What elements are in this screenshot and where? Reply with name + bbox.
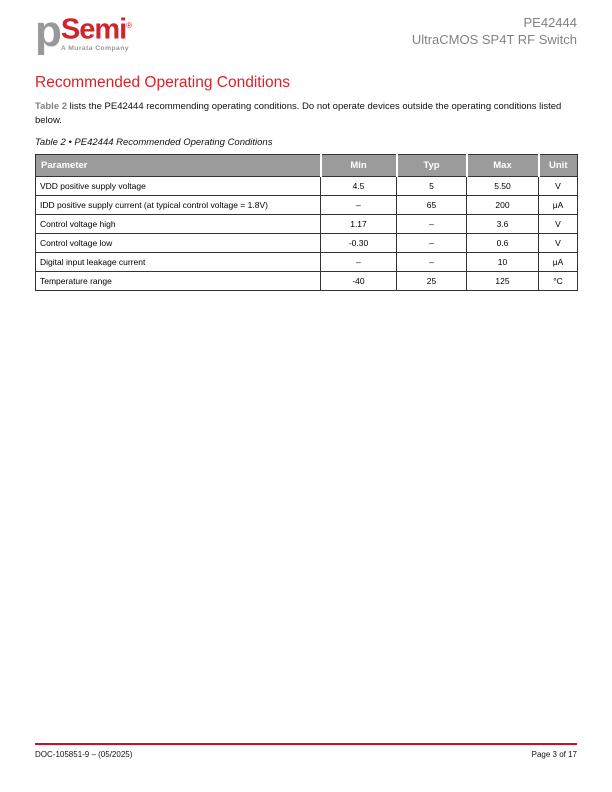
column-header-typ: Typ: [397, 155, 467, 177]
section-heading: Recommended Operating Conditions: [35, 74, 291, 91]
value-cell: V: [539, 234, 578, 253]
parameter-cell: Control voltage high: [36, 215, 321, 234]
psemi-logo-p-icon: p: [35, 7, 60, 56]
table-row: [36, 234, 578, 253]
value-cell: V: [539, 177, 578, 196]
product-subtitle: UltraCMOS SP4T RF Switch: [411, 32, 577, 47]
table-header-row: [36, 155, 578, 177]
value-cell: 125: [467, 272, 539, 291]
value-cell: V: [539, 215, 578, 234]
value-cell: 3.6: [467, 215, 539, 234]
table-body: [36, 177, 578, 291]
table-2-cross-reference-link[interactable]: Table 2: [35, 101, 68, 112]
value-cell: –: [321, 196, 397, 215]
psemi-logo-wordmark: [61, 12, 131, 44]
psemi-logo: [35, 7, 132, 56]
parameter-cell: Digital input leakage current: [36, 253, 321, 272]
value-cell: -40: [321, 272, 397, 291]
column-header-min: Min: [321, 155, 397, 177]
parameter-cell: Control voltage low: [36, 234, 321, 253]
intro-paragraph-text: lists the PE42444 recommending operating conditions. Do not operate devices outside the operating conditions listed below.: [35, 101, 562, 126]
value-cell: 10: [467, 253, 539, 272]
table-row: [36, 177, 578, 196]
parameter-cell: VDD positive supply voltage: [36, 177, 321, 196]
value-cell: 25: [397, 272, 467, 291]
table-row: [36, 215, 578, 234]
page-number: Page 3 of 17: [531, 750, 577, 759]
column-header-max: Max: [467, 155, 539, 177]
doc-number: DOC-105851-9 – (05/2025): [35, 750, 133, 759]
value-cell: –: [397, 253, 467, 272]
value-cell: –: [397, 215, 467, 234]
document-title-block: [412, 12, 577, 48]
column-header-unit: Unit: [539, 155, 578, 177]
psemi-logo-tagline: A Murata Company: [60, 44, 129, 52]
value-cell: 4.5: [321, 177, 397, 196]
value-cell: 65: [397, 196, 467, 215]
psemi-logo-wordmark-text: Semi: [60, 13, 127, 46]
value-cell: 5.50: [467, 177, 539, 196]
value-cell: 1.17: [321, 215, 397, 234]
value-cell: 5: [397, 177, 467, 196]
table-row: [36, 272, 578, 291]
registered-trademark-icon: ®: [126, 21, 132, 30]
value-cell: μA: [539, 253, 578, 272]
value-cell: -0.30: [321, 234, 397, 253]
value-cell: 0.6: [467, 234, 539, 253]
table-caption: Table 2 • PE42444 Recommended Operating Conditions: [35, 137, 273, 148]
page-header: [35, 7, 577, 56]
intro-paragraph: [35, 100, 577, 128]
value-cell: °C: [539, 272, 578, 291]
column-header-parameter: Parameter: [36, 155, 321, 177]
parameter-cell: IDD positive supply current (at typical control voltage = 1.8V): [36, 196, 321, 215]
page-footer: [35, 743, 577, 759]
value-cell: –: [321, 253, 397, 272]
part-number: PE42444: [523, 15, 577, 30]
operating-conditions-table: [35, 154, 578, 291]
value-cell: μA: [539, 196, 578, 215]
table-row: [36, 196, 578, 215]
table-row: [36, 253, 578, 272]
value-cell: –: [397, 234, 467, 253]
value-cell: 200: [467, 196, 539, 215]
parameter-cell: Temperature range: [36, 272, 321, 291]
